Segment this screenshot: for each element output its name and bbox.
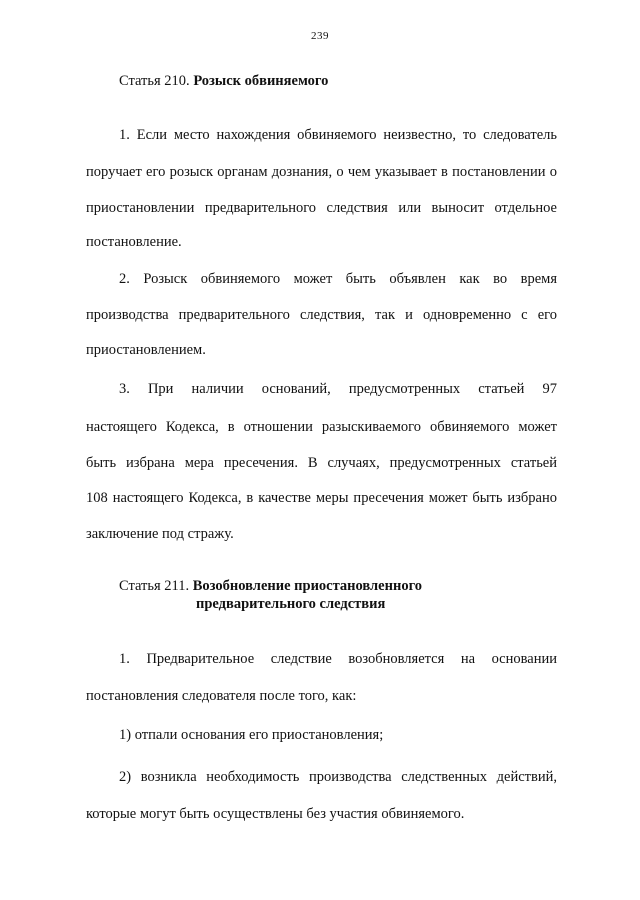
article-210-line-7: приостановлением. [86, 342, 206, 358]
article-211-line-5: которые могут быть осуществлены без участия обвиняемого. [86, 806, 465, 822]
article-211-line-4: 2) возникла необходимость производства следственных действий, [119, 769, 557, 785]
article-210-line-2: поручает его розыск органам дознания, о чем указывает в постановлении о [86, 164, 557, 180]
article-210-line-12: заключение под стражу. [86, 526, 234, 542]
article-211-title-line-2: предварительного следствия [196, 596, 386, 612]
article-210-line-8: 3. При наличии оснований, предусмотренных статьей 97 [119, 381, 557, 397]
article-210-line-6: производства предварительного следствия, так и одновременно с его [86, 307, 557, 323]
article-210-line-1: 1. Если место нахождения обвиняемого неизвестно, то следователь [119, 127, 557, 143]
article-211-heading [119, 577, 422, 613]
article-211-title-line-1: Возобновление приостановленного [192, 578, 423, 594]
article-211-line-1: 1. Предварительное следствие возобновляется на основании [119, 651, 557, 667]
page-number: 239 [311, 30, 329, 42]
article-210-number: Статья 210. [119, 73, 190, 89]
article-210-line-4: постановление. [86, 234, 182, 250]
article-210-line-11: 108 настоящего Кодекса, в качестве меры пресечения может быть избрано [86, 490, 557, 506]
article-211-line-3: 1) отпали основания его приостановления; [119, 727, 384, 743]
article-210-line-10: быть избрана мера пресечения. В случаях, предусмотренных статьей [86, 455, 557, 471]
article-211-number: Статья 211. [119, 578, 190, 594]
article-210-line-5: 2. Розыск обвиняемого может быть объявлен как во время [119, 271, 557, 287]
article-210-heading [119, 72, 328, 90]
article-210-line-9: настоящего Кодекса, в отношении разыскиваемого обвиняемого может [86, 419, 557, 435]
article-210-line-3: приостановлении предварительного следствия или выносит отдельное [86, 200, 557, 216]
article-211-line-2: постановления следователя после того, как: [86, 688, 357, 704]
article-210-title: Розыск обвиняемого [193, 73, 329, 89]
